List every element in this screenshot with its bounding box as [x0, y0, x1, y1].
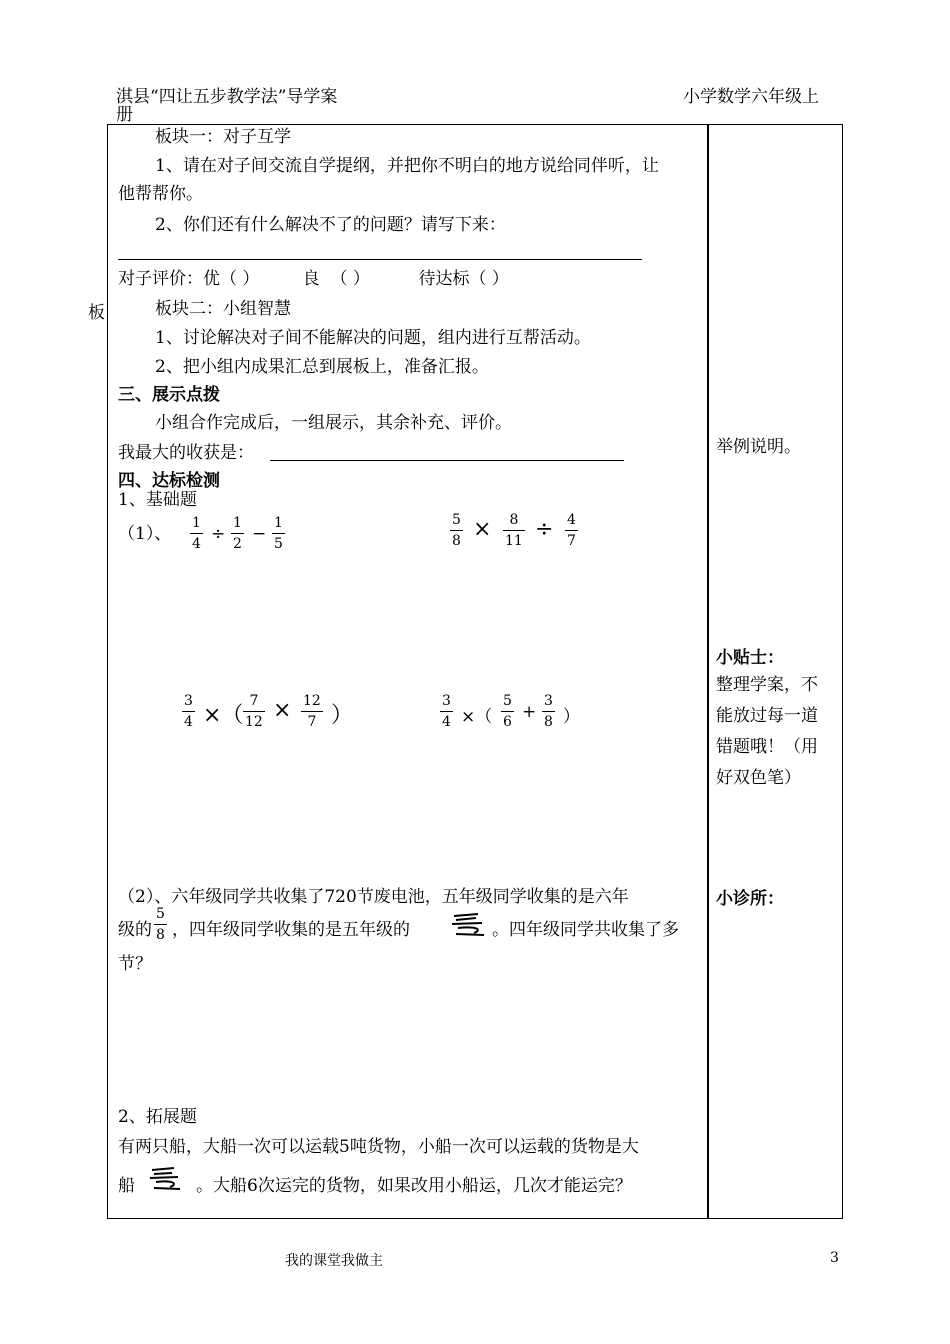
q2-fraction [154, 906, 167, 943]
extension-label: 2、拓展题 [118, 1107, 197, 1127]
sidebar-example: 举例说明。 [716, 437, 801, 457]
math-operator: ） [563, 707, 580, 727]
fraction [501, 693, 514, 730]
fraction [243, 693, 265, 730]
section-four-title: 四、达标检测 [118, 471, 220, 491]
fraction-bar [542, 711, 555, 712]
column-divider [707, 124, 709, 1219]
fraction-bar [231, 533, 244, 534]
q2-fraction-denominator: 8 [156, 927, 165, 943]
fraction [440, 693, 453, 730]
fraction [450, 512, 463, 549]
q2-line1: （2）、六年级同学共收集了720节废电池，五年级同学收集的是六年 [118, 887, 629, 907]
q2-line2-middle: ，四年级同学收集的是五年级的 [172, 920, 410, 940]
fraction-denominator: 12 [245, 714, 263, 730]
pairs-item2: 2、你们还有什么解决不了的问题？请写下来： [155, 215, 506, 235]
fraction-denominator: 8 [544, 714, 553, 730]
fraction-numerator: 5 [452, 512, 461, 528]
basic-label: 1、基础题 [118, 490, 197, 510]
header-title: 淇县“四让五步教学法”导学案 [116, 87, 338, 107]
header-grade: 小学数学六年级上 [683, 87, 819, 107]
page-number: 3 [830, 1250, 839, 1266]
section-three-body: 小组合作完成后，一组展示，其余补充、评价。 [155, 413, 512, 433]
pairs-item1-line1: 1、请在对子间交流自学提纲，并把你不明白的地方说给同伴听，让 [155, 156, 659, 176]
fraction-numerator: 4 [567, 512, 576, 528]
fraction-numerator: 3 [544, 693, 553, 709]
fraction-numerator: 3 [442, 693, 451, 709]
extension-line1: 有两只船，大船一次可以运载5吨货物，小船一次可以运载的货物是大 [118, 1137, 639, 1157]
fraction-bar [190, 533, 203, 534]
fraction-bar [182, 711, 195, 712]
q2-line2-end: 。四年级同学共收集了多 [492, 920, 679, 940]
fraction [301, 693, 323, 730]
fraction-denominator: 7 [567, 533, 576, 549]
header-title-continued: 册 [116, 105, 133, 125]
fraction [231, 515, 244, 552]
math-operator: − [252, 524, 267, 544]
fraction-denominator: 2 [233, 536, 242, 552]
extension-line2-start: 船 [118, 1176, 135, 1196]
q1-label: （1）、 [118, 524, 172, 544]
fraction-denominator: 8 [452, 533, 461, 549]
fraction [503, 512, 525, 549]
math-operator: ÷ [535, 517, 554, 542]
fraction-numerator: 1 [274, 515, 283, 531]
fraction-numerator: 1 [192, 515, 201, 531]
pairs-title: 板块一：对子互学 [155, 127, 291, 147]
math-operator: ×（ [461, 707, 493, 727]
pairs-evaluation: 对子评价：优（ ） 良 （ ） 待达标（ ） [118, 269, 509, 289]
fraction-denominator: 4 [192, 536, 201, 552]
math-operator: ×（ [203, 703, 244, 728]
fraction-numerator: 12 [303, 693, 321, 709]
fraction-bar [503, 530, 525, 531]
pairs-item1-line2: 他帮帮你。 [118, 184, 203, 204]
fraction-bar [450, 530, 463, 531]
math-operator: ） [331, 703, 354, 728]
margin-label: 板 [88, 303, 105, 323]
fraction-bar [301, 711, 323, 712]
fraction-bar [565, 530, 578, 531]
clinic-title: 小诊所： [716, 889, 784, 909]
fraction-numerator: 3 [184, 693, 193, 709]
illegible-fraction-scribble [146, 1164, 186, 1194]
fraction-denominator: 7 [307, 714, 317, 730]
fraction [272, 515, 285, 552]
math-operator: × [273, 698, 292, 723]
q2-line2-start: 级的 [118, 920, 152, 940]
tip-title: 小贴士： [716, 648, 784, 668]
fraction [542, 693, 555, 730]
fraction [190, 515, 203, 552]
fraction-numerator: 1 [233, 515, 242, 531]
answer-line[interactable] [118, 259, 642, 260]
math-operator: × [473, 517, 492, 542]
fraction [182, 693, 195, 730]
tip-body: 整理学案，不能放过每一道错题哦！（用好双色笔） [716, 675, 818, 788]
group-item1: 1、讨论解决对子间不能解决的问题，组内进行互帮活动。 [155, 328, 591, 348]
math-operator: ÷ [211, 524, 226, 544]
fraction-bar [243, 711, 265, 712]
fraction-bar [272, 533, 285, 534]
extension-line2-end: 。大船6次运完的货物，如果改用小船运，几次才能运完？ [196, 1176, 632, 1196]
fraction-bar [440, 711, 453, 712]
fraction-bar [154, 924, 167, 925]
fraction-denominator: 4 [184, 714, 193, 730]
group-item2: 2、把小组内成果汇总到展板上，准备汇报。 [155, 357, 489, 377]
fraction-numerator: 5 [503, 693, 512, 709]
q2-line3: 节？ [118, 954, 152, 974]
fraction-numerator: 7 [249, 693, 259, 709]
fraction-denominator: 4 [442, 714, 451, 730]
fraction-numerator: 8 [509, 512, 519, 528]
fraction-bar [501, 711, 514, 712]
fraction-denominator: 5 [274, 536, 283, 552]
illegible-fraction-scribble [448, 910, 490, 940]
fraction-denominator: 11 [505, 533, 523, 549]
gain-answer-line[interactable] [270, 460, 624, 461]
footer-slogan: 我的课堂我做主 [285, 1253, 383, 1269]
math-operator: + [522, 702, 537, 722]
gain-label: 我最大的收获是： [118, 443, 254, 463]
q2-fraction-numerator: 5 [156, 906, 165, 922]
fraction [565, 512, 578, 549]
group-title: 板块二：小组智慧 [155, 299, 291, 319]
fraction-denominator: 6 [503, 714, 512, 730]
section-three-title: 三、展示点拨 [118, 385, 220, 405]
